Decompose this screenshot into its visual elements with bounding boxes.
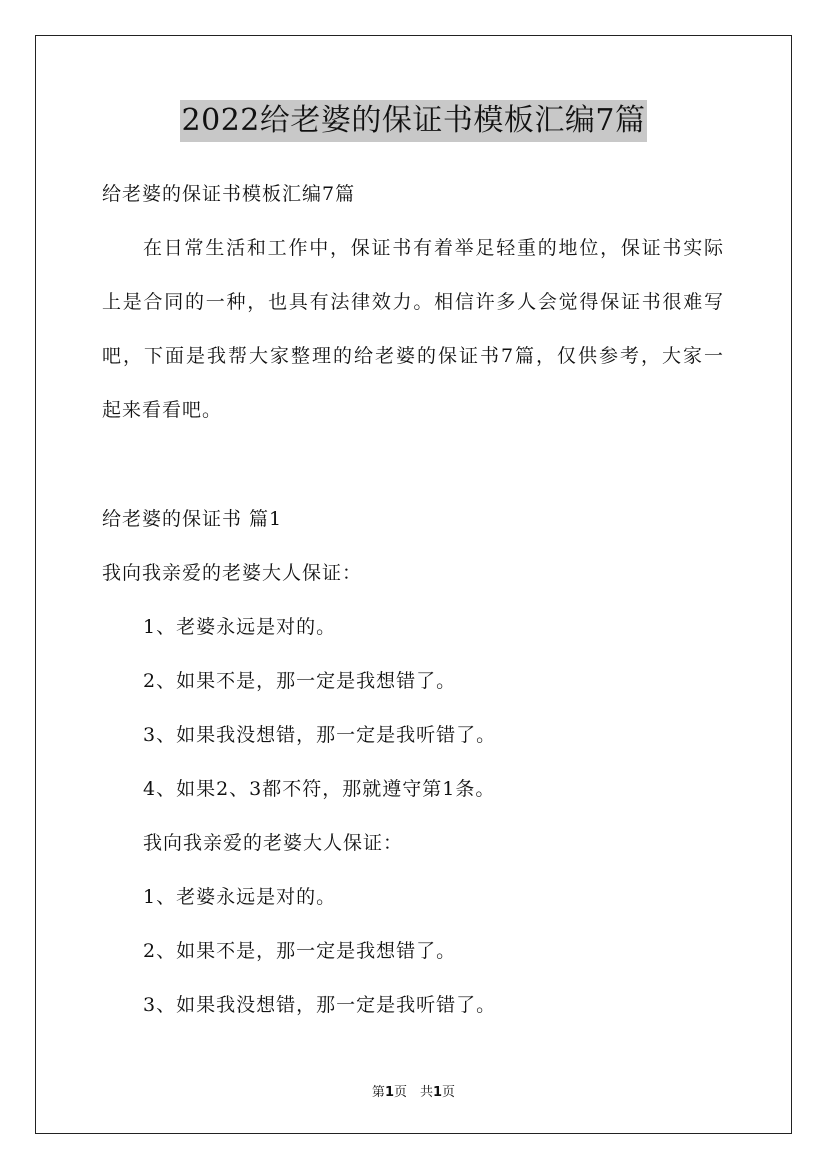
footer-page-current: 1 — [384, 1085, 394, 1100]
body-line-5: 4、如果2、3都不符，那就遵守第1条。 — [143, 778, 496, 800]
body-line-8: 2、如果不是，那一定是我想错了。 — [143, 940, 457, 962]
page-footer — [0, 1084, 827, 1102]
body-line-9: 3、如果我没想错，那一定是我听错了。 — [143, 994, 497, 1016]
footer-page-total: 1 — [433, 1085, 443, 1100]
intro-line-2: 上是合同的一种，也具有法律效力。相信许多人会觉得保证书很难写 — [102, 291, 724, 313]
title-container — [0, 100, 827, 142]
footer-page-mid: 页 共 — [393, 1085, 433, 1100]
footer-page-suffix: 页 — [442, 1085, 456, 1100]
body-line-2: 1、老婆永远是对的。 — [143, 616, 337, 638]
body-line-3: 2、如果不是，那一定是我想错了。 — [143, 670, 457, 692]
section-heading: 给老婆的保证书 篇1 — [102, 508, 283, 530]
intro-line-1: 在日常生活和工作中，保证书有着举足轻重的地位，保证书实际 — [143, 237, 724, 259]
intro-line-3: 吧，下面是我帮大家整理的给老婆的保证书7篇，仅供参考，大家一 — [102, 345, 724, 367]
intro-line-4: 起来看看吧。 — [102, 399, 223, 421]
document-subtitle: 给老婆的保证书模板汇编7篇 — [102, 183, 356, 205]
footer-page-prefix: 第 — [371, 1085, 385, 1100]
document-title: 2022给老婆的保证书模板汇编7篇 — [180, 100, 648, 142]
body-line-4: 3、如果我没想错，那一定是我听错了。 — [143, 724, 497, 746]
body-line-7: 1、老婆永远是对的。 — [143, 886, 337, 908]
body-line-1: 我向我亲爱的老婆大人保证： — [102, 562, 363, 584]
body-line-6: 我向我亲爱的老婆大人保证： — [143, 832, 404, 854]
